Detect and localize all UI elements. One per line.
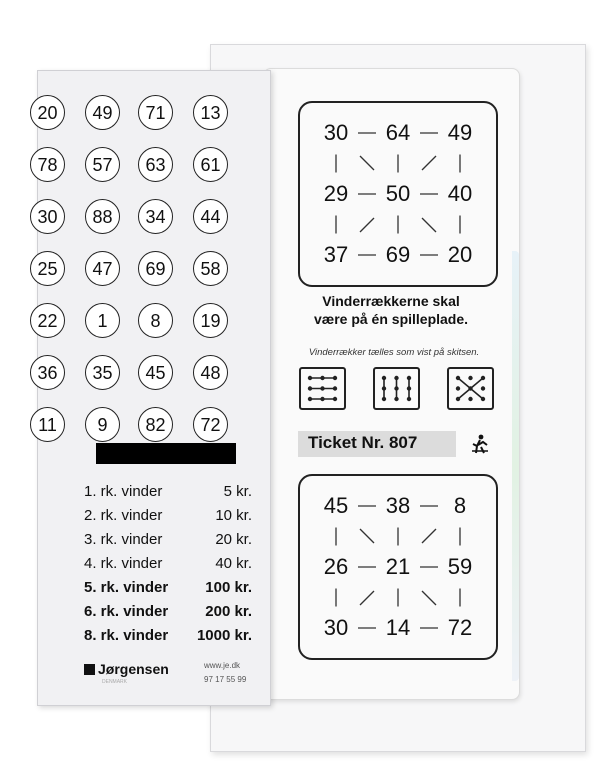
grid-number: 50 (385, 181, 411, 206)
prize-row (84, 627, 252, 649)
pattern-diagonals-diagram (447, 367, 494, 410)
prize-amount: 40 kr. (215, 555, 252, 572)
game-grid-top (298, 101, 498, 287)
grid-number: 72 (447, 615, 473, 640)
number-circle: 63 (138, 147, 173, 182)
rules-headline-line-2: være på én spilleplade. (313, 311, 469, 327)
number-circle: 78 (30, 147, 65, 182)
number-circle: 1 (85, 303, 120, 338)
connector-line (360, 218, 374, 232)
number-circle: 11 (30, 407, 65, 442)
number-circle: 19 (193, 303, 228, 338)
number-circle: 45 (138, 355, 173, 390)
grid-number: 14 (385, 615, 411, 640)
connector-line (422, 218, 436, 232)
prize-rank: 5. rk. vinder (84, 579, 169, 596)
number-circle: 58 (193, 251, 228, 286)
prize-amount: 20 kr. (215, 531, 252, 548)
game-grid-bottom (298, 474, 498, 660)
rules-subline: Vinderrækker tælles som vist på skitsen. (308, 347, 480, 358)
number-circle: 13 (193, 95, 228, 130)
connector-line (360, 156, 374, 170)
grid-number: 45 (323, 493, 349, 518)
number-circle: 47 (85, 251, 120, 286)
number-circle: 22 (30, 303, 65, 338)
number-circle: 71 (138, 95, 173, 130)
prize-amount: 100 kr. (205, 579, 252, 596)
prize-row (84, 531, 252, 553)
contact-info (204, 659, 246, 687)
number-circle: 20 (30, 95, 65, 130)
grid-number: 40 (447, 181, 473, 206)
prize-row (84, 555, 252, 577)
prize-row (84, 483, 252, 505)
prize-card (37, 70, 271, 706)
prize-amount: 5 kr. (223, 483, 252, 500)
prize-row (84, 603, 252, 625)
connector-line (422, 591, 436, 605)
pattern-rows-diagram (299, 367, 346, 410)
grid-number: 49 (447, 120, 473, 145)
grid-number: 26 (323, 554, 349, 579)
number-circle: 30 (30, 199, 65, 234)
grid-number: 69 (385, 242, 411, 267)
connector-line (422, 156, 436, 170)
grid-number: 38 (385, 493, 411, 518)
grid-number: 64 (385, 120, 411, 145)
connector-line (422, 529, 436, 543)
prize-rank: 2. rk. vinder (84, 507, 163, 524)
card-edge-tint (512, 251, 519, 681)
grid-number: 8 (453, 493, 467, 518)
prize-amount: 10 kr. (215, 507, 252, 524)
number-circle: 57 (85, 147, 120, 182)
number-circle: 44 (193, 199, 228, 234)
recycling-person-icon (469, 433, 491, 455)
number-circle: 48 (193, 355, 228, 390)
ticket-number-band (298, 431, 456, 457)
grid-number: 30 (323, 120, 349, 145)
number-circle: 9 (85, 407, 120, 442)
brand-logo (84, 661, 169, 677)
grid-number: 59 (447, 554, 473, 579)
number-circle: 88 (85, 199, 120, 234)
number-circle: 49 (85, 95, 120, 130)
prize-amount: 200 kr. (205, 603, 252, 620)
connector-line (360, 529, 374, 543)
number-circle: 34 (138, 199, 173, 234)
grid-number: 30 (323, 615, 349, 640)
prize-rank: 8. rk. vinder (84, 627, 169, 644)
grid-number: 21 (385, 554, 411, 579)
prize-rank: 3. rk. vinder (84, 531, 163, 548)
drawn-numbers-grid (37, 71, 270, 435)
grid-number: 20 (447, 242, 473, 267)
number-circle: 35 (85, 355, 120, 390)
connector-line (360, 591, 374, 605)
number-circle: 25 (30, 251, 65, 286)
prize-row (84, 579, 252, 601)
prize-rank: 1. rk. vinder (84, 483, 163, 500)
grid-number: 37 (323, 242, 349, 267)
scratch-bar (96, 443, 236, 464)
prize-rank: 4. rk. vinder (84, 555, 163, 572)
number-circle: 8 (138, 303, 173, 338)
number-circle: 72 (193, 407, 228, 442)
number-circle: 82 (138, 407, 173, 442)
prize-amount: 1000 kr. (196, 627, 252, 644)
game-board-card (263, 68, 520, 700)
rules-headline-line-1: Vinderrækkerne skal (322, 293, 460, 309)
website-text: www.je.dk (204, 661, 241, 670)
prize-row (84, 507, 252, 529)
phone-text: 97 17 55 99 (204, 675, 247, 684)
brand-icon (84, 664, 95, 675)
pattern-columns-diagram (373, 367, 420, 410)
prize-rank: 6. rk. vinder (84, 603, 169, 620)
number-circle: 36 (30, 355, 65, 390)
grid-number: 29 (323, 181, 349, 206)
ticket-number: Ticket Nr. 807 (308, 433, 418, 452)
number-circle: 61 (193, 147, 228, 182)
brand-name: Jørgensen (98, 661, 169, 677)
number-circle: 69 (138, 251, 173, 286)
brand-subtext: DENMARK (102, 679, 128, 685)
